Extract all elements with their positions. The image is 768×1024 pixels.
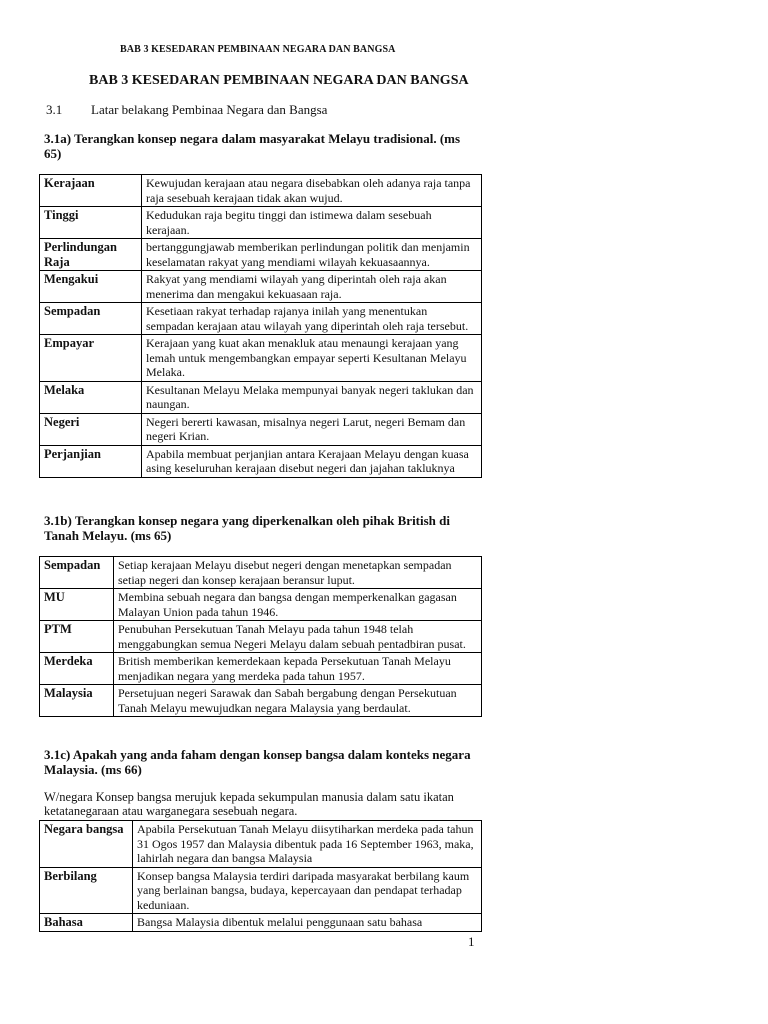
running-header: BAB 3 KESEDARAN PEMBINAAN NEGARA DAN BANGSA xyxy=(120,44,396,55)
description-cell: Kedudukan raja begitu tinggi dan istimewa dalam sesebuah kerajaan. xyxy=(142,207,482,239)
description-cell: Kewujudan kerajaan atau negara disebabkan oleh adanya raja tanpa raja sesebuah kerajaan tidak akan wujud. xyxy=(142,175,482,207)
table-row xyxy=(40,914,482,932)
page-number: 1 xyxy=(468,934,475,949)
question-1c: 3.1c) Apakah yang anda faham dengan konsep bangsa dalam konteks negara Malaysia. (ms 66) xyxy=(44,747,471,777)
table-row xyxy=(40,271,482,303)
term-cell: Perjanjian xyxy=(40,445,142,477)
table-concept-traditional xyxy=(39,174,482,478)
description-cell: Rakyat yang mendiami wilayah yang diperintah oleh raja akan menerima dan mengakui kekuasaan raja. xyxy=(142,271,482,303)
table-row xyxy=(40,335,482,382)
table-row xyxy=(40,589,482,621)
term-cell: MU xyxy=(40,589,114,621)
description-cell: bertanggungjawab memberikan perlindungan politik dan menjamin keselamatan rakyat yang mendiami wilayah kekuasaannya. xyxy=(142,239,482,271)
description-cell: Apabila membuat perjanjian antara Kerajaan Melayu dengan kuasa asing keseluruhan kerajaan disebut negeri dan jajahan takluknya xyxy=(142,445,482,477)
term-cell: Merdeka xyxy=(40,653,114,685)
intro-paragraph: W/negara Konsep bangsa merujuk kepada sekumpulan manusia dalam satu ikatan ketatanegaraan atau warganegara sesebuah negara. xyxy=(44,790,454,818)
table-row xyxy=(40,621,482,653)
term-cell: Kerajaan xyxy=(40,175,142,207)
table-row xyxy=(40,653,482,685)
description-cell: Setiap kerajaan Melayu disebut negeri dengan menetapkan sempadan setiap negeri dan konsep kerajaan beransur luput. xyxy=(114,557,482,589)
term-cell: Bahasa xyxy=(40,914,133,932)
table-row xyxy=(40,557,482,589)
table-concept-bangsa xyxy=(39,820,482,932)
question-1a: 3.1a) Terangkan konsep negara dalam masyarakat Melayu tradisional. (ms 65) xyxy=(44,131,461,161)
subsection-number: 3.1 xyxy=(46,102,63,117)
term-cell: Sempadan xyxy=(40,303,142,335)
description-cell: Penubuhan Persekutuan Tanah Melayu pada tahun 1948 telah menggabungkan semua Negeri Melayu dalam sebuah pentadbiran pusat. xyxy=(114,621,482,653)
term-cell: Negara bangsa xyxy=(40,821,133,868)
question-1b: 3.1b) Terangkan konsep negara yang diperkenalkan oleh pihak British di Tanah Melayu. (ms 65) xyxy=(44,513,451,543)
term-cell: Malaysia xyxy=(40,685,114,717)
term-cell: Empayar xyxy=(40,335,142,382)
description-cell: Kesultanan Melayu Melaka mempunyai banyak negeri taklukan dan naungan. xyxy=(142,381,482,413)
table-row xyxy=(40,381,482,413)
term-cell: Sempadan xyxy=(40,557,114,589)
table-row xyxy=(40,303,482,335)
table-row xyxy=(40,685,482,717)
table-row xyxy=(40,175,482,207)
description-cell: Apabila Persekutuan Tanah Melayu diisytiharkan merdeka pada tahun 31 Ogos 1957 dan Malaysia dibentuk pada 16 September 1963, maka, lahirlah negara dan bangsa Malaysia xyxy=(133,821,482,868)
description-cell: Membina sebuah negara dan bangsa dengan memperkenalkan gagasan Malayan Union pada tahun 1946. xyxy=(114,589,482,621)
table-row xyxy=(40,821,482,868)
description-cell: Konsep bangsa Malaysia terdiri daripada masyarakat berbilang kaum yang berlainan bangsa, budaya, kepercayaan dan pendapat terhadap keduniaan. xyxy=(133,867,482,914)
term-cell: Mengakui xyxy=(40,271,142,303)
table-row xyxy=(40,413,482,445)
term-cell: Negeri xyxy=(40,413,142,445)
description-cell: Kerajaan yang kuat akan menakluk atau menaungi kerajaan yang lemah untuk mengembangkan empayar seperti Kesultanan Melayu Melaka. xyxy=(142,335,482,382)
term-cell: PTM xyxy=(40,621,114,653)
table-row xyxy=(40,239,482,271)
description-cell: Bangsa Malaysia dibentuk melalui penggunaan satu bahasa xyxy=(133,914,482,932)
term-cell: Melaka xyxy=(40,381,142,413)
description-cell: Kesetiaan rakyat terhadap rajanya inilah yang menentukan sempadan kerajaan atau wilayah yang diperintah oleh raja tersebut. xyxy=(142,303,482,335)
chapter-title: BAB 3 KESEDARAN PEMBINAAN NEGARA DAN BANGSA xyxy=(89,73,469,88)
description-cell: British memberikan kemerdekaan kepada Persekutuan Tanah Melayu menjadikan negara yang merdeka pada tahun 1957. xyxy=(114,653,482,685)
description-cell: Persetujuan negeri Sarawak dan Sabah bergabung dengan Persekutuan Tanah Melayu mewujudkan negara Malaysia yang berdaulat. xyxy=(114,685,482,717)
term-cell: Tinggi xyxy=(40,207,142,239)
description-cell: Negeri bererti kawasan, misalnya negeri Larut, negeri Bemam dan negeri Krian. xyxy=(142,413,482,445)
table-concept-british xyxy=(39,556,482,717)
table-row xyxy=(40,867,482,914)
term-cell: Berbilang xyxy=(40,867,133,914)
term-cell: Perlindungan Raja xyxy=(40,239,142,271)
table-row xyxy=(40,445,482,477)
table-row xyxy=(40,207,482,239)
subsection-title: Latar belakang Pembinaa Negara dan Bangsa xyxy=(91,102,328,117)
